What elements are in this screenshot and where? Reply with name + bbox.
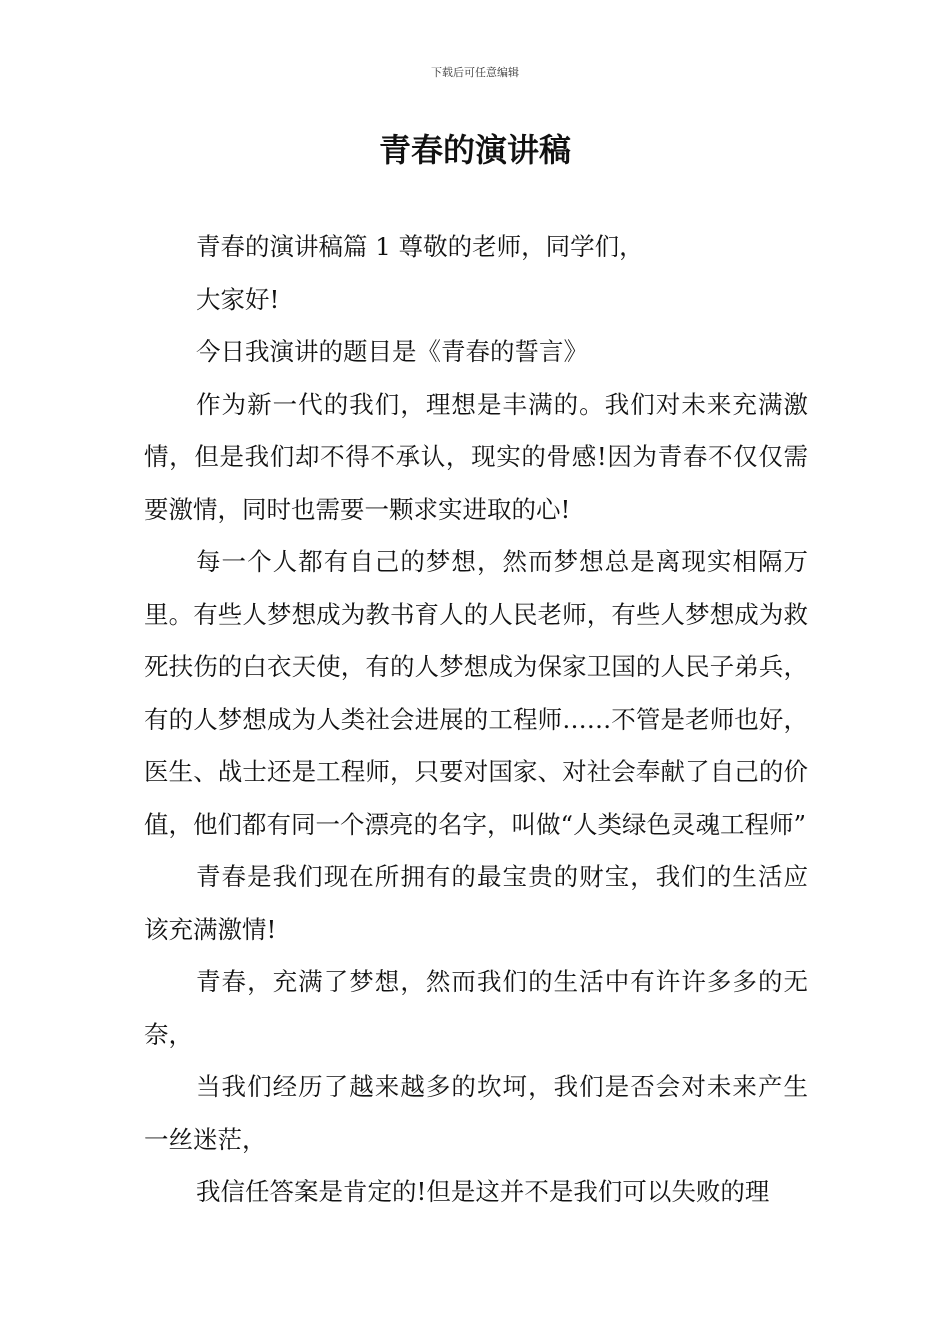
paragraph-greeting: 大家好! bbox=[196, 284, 280, 314]
paragraph-greeting-intro: 青春的演讲稿篇 1 尊敬的老师，同学们， bbox=[196, 232, 644, 261]
paragraph-dreams: 每一个人都有自己的梦想，然而梦想总是离现实相隔万里。有些人梦想成为教书育人的人民老师，有些人梦想成为救死扶伤的白衣天使，有的人梦想成为保家卫国的人民子弟兵，有的人梦想成为人类社会进展的工程师……不管是老师也好，医生、战士还是工程师，只要对国家、对社会奉献了自己的价值，他们都有同一个漂亮的名字，叫做“人类绿色灵魂工程师” bbox=[144, 547, 808, 839]
paragraph-belief: 我信任答案是肯定的!但是这并不是我们可以失败的理 bbox=[196, 1177, 770, 1206]
header-note: 下载后可任意编辑 bbox=[431, 66, 519, 79]
paragraph-topic: 今日我演讲的题目是《青春的誓言》 bbox=[196, 337, 588, 366]
paragraph-confusion: 当我们经历了越来越多的坎坷，我们是否会对未来产生一丝迷茫， bbox=[144, 1072, 808, 1154]
paragraph-helplessness: 青春，充满了梦想，然而我们的生活中有许许多多的无奈， bbox=[144, 967, 808, 1049]
document-body bbox=[144, 221, 808, 1219]
document-title: 青春的演讲稿 bbox=[378, 131, 571, 169]
paragraph-ideals: 作为新一代的我们，理想是丰满的。我们对未来充满激情，但是我们却不得不承认，现实的骨感!因为青春不仅仅需要激情，同时也需要一颗求实进取的心! bbox=[144, 389, 808, 524]
paragraph-treasure: 青春是我们现在所拥有的最宝贵的财宝，我们的生活应该充满激情! bbox=[144, 862, 808, 944]
